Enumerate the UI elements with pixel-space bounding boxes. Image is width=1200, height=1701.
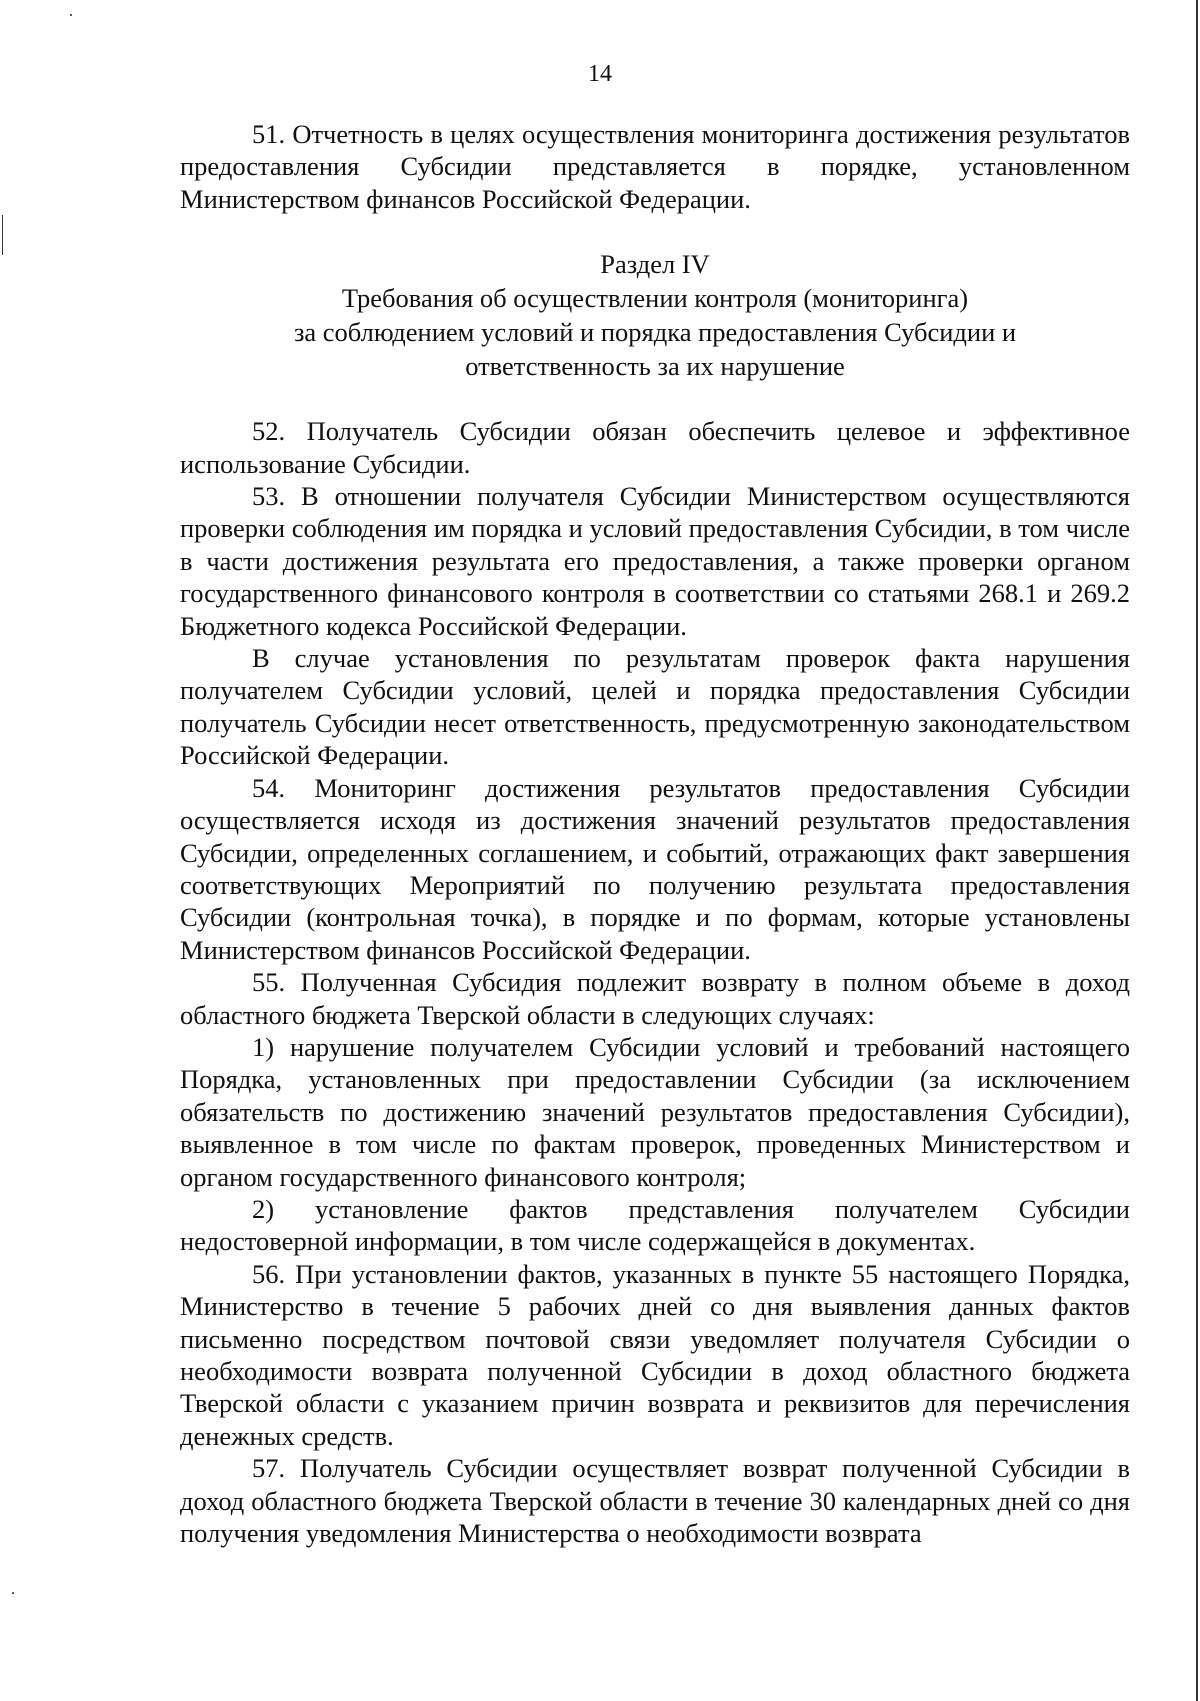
section-title-line: ответственность за их нарушение [465, 351, 845, 382]
scan-left-mark [2, 215, 3, 255]
paragraph-52: 52. Получатель Субсидии обязан обеспечить целевое и эффективное использование Субсидии. [180, 416, 1130, 479]
section-label: Раздел IV [600, 249, 710, 280]
paragraph-53-continuation: В случае установления по результатам проверок факта нарушения получателем Субсидии условий, целей и порядка предоставления Субсидии получатель Субсидии несет ответственность, предусмотренную законодательством Российской Федерации. [180, 643, 1130, 771]
scan-speck [12, 1592, 14, 1594]
scan-right-edge [1196, 0, 1198, 1701]
page-number: 14 [588, 61, 612, 87]
section-title-line: Требования об осуществлении контроля (мониторинга) [341, 283, 969, 314]
paragraph-54: 54. Мониторинг достижения результатов предоставления Субсидии осуществляется исходя из достижения значений результатов предоставления Субсидии, определенных соглашением, и событий, отражающих факт завершения соответствующих Мероприятий по получению результата предоставления Субсидии (контрольная точка), в порядке и по формам, которые установлены Министерством финансов Российской Федерации. [180, 772, 1130, 965]
scan-speck [70, 14, 72, 16]
paragraph-57: 57. Получатель Субсидии осуществляет возврат полученной Субсидии в доход областного бюджета Тверской области в течение 30 календарных дней со дня получения уведомления Министерства о необходимости возврата [180, 1453, 1130, 1549]
section-heading [180, 247, 1130, 383]
paragraph-55: 55. Полученная Субсидия подлежит возврату в полном объеме в доход областного бюджета Тверской области в следующих случаях: [180, 967, 1130, 1030]
document-body [180, 118, 1130, 1549]
paragraph-51: 51. Отчетность в целях осуществления мониторинга достижения результатов предоставления Субсидии представляется в порядке, установленном Министерством финансов Российской Федерации. [180, 119, 1130, 214]
paragraph-56: 56. При установлении фактов, указанных в пункте 55 настоящего Порядка, Министерство в течение 5 рабочих дней со дня выявления данных фактов письменно посредством почтовой связи уведомляет получателя Субсидии о необходимости возврата полученной Субсидии в доход областного бюджета Тверской области с указанием причин возврата и реквизитов для перечисления денежных средств. [180, 1258, 1130, 1451]
paragraph-53: 53. В отношении получателя Субсидии Министерством осуществляются проверки соблюдения им порядка и условий предоставления Субсидии, в том числе в части достижения результата его предоставления, а также проверки органом государственного финансового контроля в соответствии со статьями 268.1 и 269.2 Бюджетного кодекса Российской Федерации. [180, 481, 1130, 641]
section-title-line: за соблюдением условий и порядка предоставления Субсидии и [293, 317, 1017, 348]
paragraph-55-item-1: 1) нарушение получателем Субсидии условий и требований настоящего Порядка, установленных при предоставлении Субсидии (за исключением обязательств по достижению значений результатов предоставления Субсидии), выявленное в том числе по фактам проверок, проведенных Министерством и органом государственного финансового контроля; [180, 1031, 1130, 1192]
paragraph-55-item-2: 2) установление фактов представления получателем Субсидии недостоверной информации, в том числе содержащейся в документах. [180, 1193, 1130, 1257]
